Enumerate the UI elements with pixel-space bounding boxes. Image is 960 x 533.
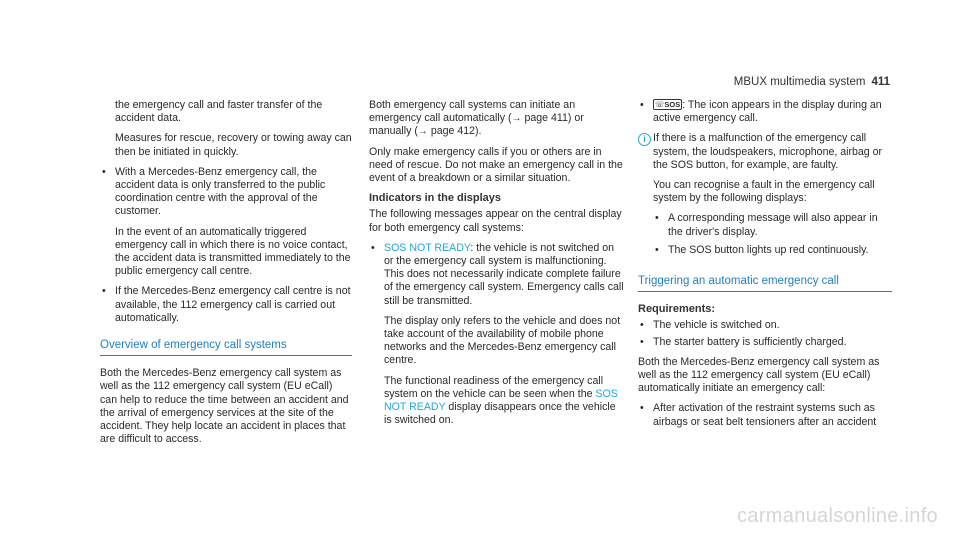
info-note xyxy=(638,132,892,172)
paragraph: Both the Mercedes-Benz emergency call system as well as the 112 emergency call system (EU eCall) can help to reduce the time between an accident and the arrival of emergency services at the site of the accident. They help locate an accident in places that are difficult to access. xyxy=(100,367,349,446)
page-number: 411 xyxy=(871,76,890,88)
paragraph: In the event of an automatically triggered emergency call in which there is no voice contact, the accident data is transmitted immediately to the public emergency call centre. xyxy=(115,225,351,278)
text-span: display disappears once the vehicle is switched on. xyxy=(384,401,616,427)
sub-bullet-item xyxy=(638,244,892,257)
column-middle xyxy=(369,99,625,434)
bullet-text: After activation of the restraint systems such as airbags or seat belt tensioners after an accident xyxy=(653,402,877,428)
bullet-item xyxy=(638,319,892,332)
bullet-item xyxy=(638,402,892,428)
bullet-text: : The icon appears in the display during an active emergency call. xyxy=(653,99,882,125)
bullet-item xyxy=(100,285,352,325)
arrow-icon: → xyxy=(511,113,522,125)
paragraph: Measures for rescue, recovery or towing away can then be initiated in quickly. xyxy=(115,132,352,158)
running-header xyxy=(734,76,890,88)
note-text: If there is a malfunction of the emergency call system, the loudspeakers, microphone, airbag or the SOS button, for example, are faulty. xyxy=(653,132,883,171)
column-right xyxy=(638,99,892,436)
display-message: SOS NOT READY xyxy=(384,241,471,254)
watermark: carmanualsonline.info xyxy=(737,505,938,527)
paragraph: You can recognise a fault in the emergency call system by the following displays: xyxy=(653,179,875,205)
sub-bullet-item xyxy=(638,212,892,238)
paragraph: The following messages appear on the central display for both emergency call systems: xyxy=(369,208,622,234)
text-span: Both emergency call systems can initiate an emergency call automatically ( xyxy=(369,99,576,125)
text-span: ) or manually ( xyxy=(369,112,584,138)
bullet-text: The vehicle is switched on. xyxy=(653,319,780,332)
page-reference-link[interactable]: page 411 xyxy=(524,112,568,125)
paragraph: the emergency call and faster transfer of the accident data. xyxy=(115,99,323,125)
info-icon: i xyxy=(638,133,651,146)
bullet-text: If the Mercedes-Benz emergency call centre is not available, the 112 emergency call is carried out automatically. xyxy=(115,285,351,324)
arrow-icon: → xyxy=(417,126,428,138)
bullet-text: : the vehicle is not switched on or the emergency call system is malfunctioning. This does not necessarily indicate complete failure of the emergency call system. Emergency calls call still be transmitted. xyxy=(384,241,624,307)
icon-label: SOS xyxy=(664,100,681,109)
paragraph xyxy=(369,99,625,139)
bullet-item xyxy=(100,166,352,219)
bullet-item xyxy=(638,99,892,125)
paragraph: Only make emergency calls if you or others are in need of rescue. Do not make an emergency call in the event of a breakdown or a similar situation. xyxy=(369,145,623,185)
display-message: SOS NOT READY xyxy=(384,387,618,414)
text-span: ). xyxy=(475,125,482,138)
bullet-item xyxy=(638,336,892,349)
section-heading: Overview of emergency call systems xyxy=(100,339,352,356)
bullet-text: The starter battery is sufficiently charged. xyxy=(653,335,847,348)
paragraph: The display only refers to the vehicle and does not take account of the availability of mobile phone networks and the Mercedes-Benz emergency call centre. xyxy=(384,314,621,367)
bullet-item xyxy=(369,242,625,308)
text-span: The functional readiness of the emergency call system on the vehicle can be seen when the xyxy=(384,374,604,400)
section-heading: Triggering an automatic emergency call xyxy=(638,275,892,292)
column-left xyxy=(100,99,352,453)
bullet-text: The SOS button lights up red continuously. xyxy=(668,243,869,256)
sos-call-icon: ☏SOS xyxy=(655,100,681,109)
paragraph: Both the Mercedes-Benz emergency call system as well as the 112 emergency call system (EU eCall) automatically initiate an emergency call: xyxy=(638,355,880,395)
subheading: Indicators in the displays xyxy=(369,192,502,205)
requirements-heading: Requirements: xyxy=(638,303,716,316)
bullet-text: A corresponding message will also appear in the driver's display. xyxy=(668,212,878,238)
paragraph xyxy=(369,375,625,428)
bullet-text: With a Mercedes-Benz emergency call, the accident data is only transferred to the public coordination centre with the approval of the customer. xyxy=(115,165,326,218)
page-reference-link[interactable]: page 412 xyxy=(430,125,476,138)
header-section: MBUX multimedia system xyxy=(733,76,866,88)
